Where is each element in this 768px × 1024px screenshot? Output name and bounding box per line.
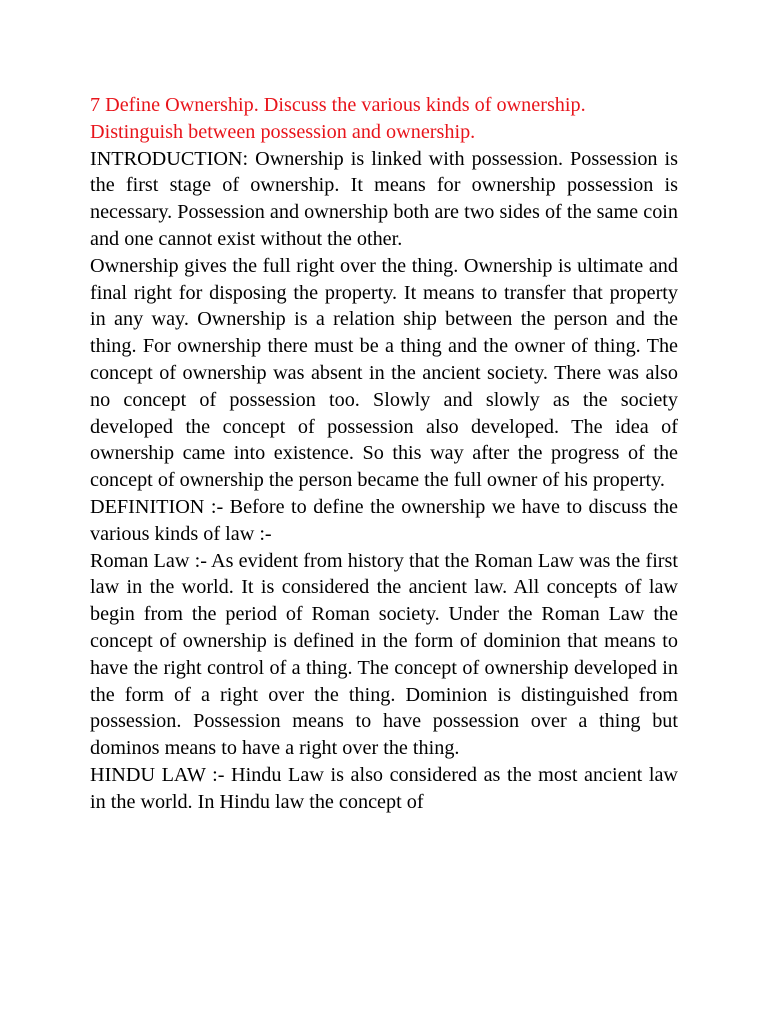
paragraph-definition: DEFINITION :- Before to define the ownership we have to discuss the various kinds of law :-	[90, 495, 678, 545]
paragraph-roman-law: Roman Law :- As evident from history that the Roman Law was the first law in the world. It is considered the ancient law. All concepts of law begin from the period of Roman society. Under the Roman Law the concept of ownership is defined in the form of dominion that means to have the right control of a thing. The concept of ownership developed in the form of a right over the thing. Dominion is distinguished from possession. Possession means to have possession over a thing but dominos means to have a right over the thing.	[90, 549, 678, 760]
paragraph-ownership: Ownership gives the full right over the thing. Ownership is ultimate and final right for disposing the property. It means to transfer that property in any way. Ownership is a relation ship between the person and the thing. For ownership there must be a thing and the owner of thing. The concept of ownership was absent in the ancient society. There was also no concept of possession too. Slowly and slowly as the society developed the concept of possession also developed. The idea of ownership came into existence. So this way after the progress of the concept of ownership the person became the full owner of his property.	[90, 254, 678, 492]
question-heading-line-2: Distinguish between possession and ownership.	[90, 120, 476, 143]
paragraph-introduction: INTRODUCTION: Ownership is linked with possession. Possession is the first stage of ownership. It means for ownership possession is necessary. Possession and ownership both are two sides of the same coin and one cannot exist without the other.	[90, 147, 678, 250]
paragraph-hindu-law: HINDU LAW :- Hindu Law is also considered as the most ancient law in the world. In Hindu law the concept of	[90, 763, 678, 813]
question-heading-line-1: 7 Define Ownership. Discuss the various kinds of ownership.	[90, 94, 586, 116]
